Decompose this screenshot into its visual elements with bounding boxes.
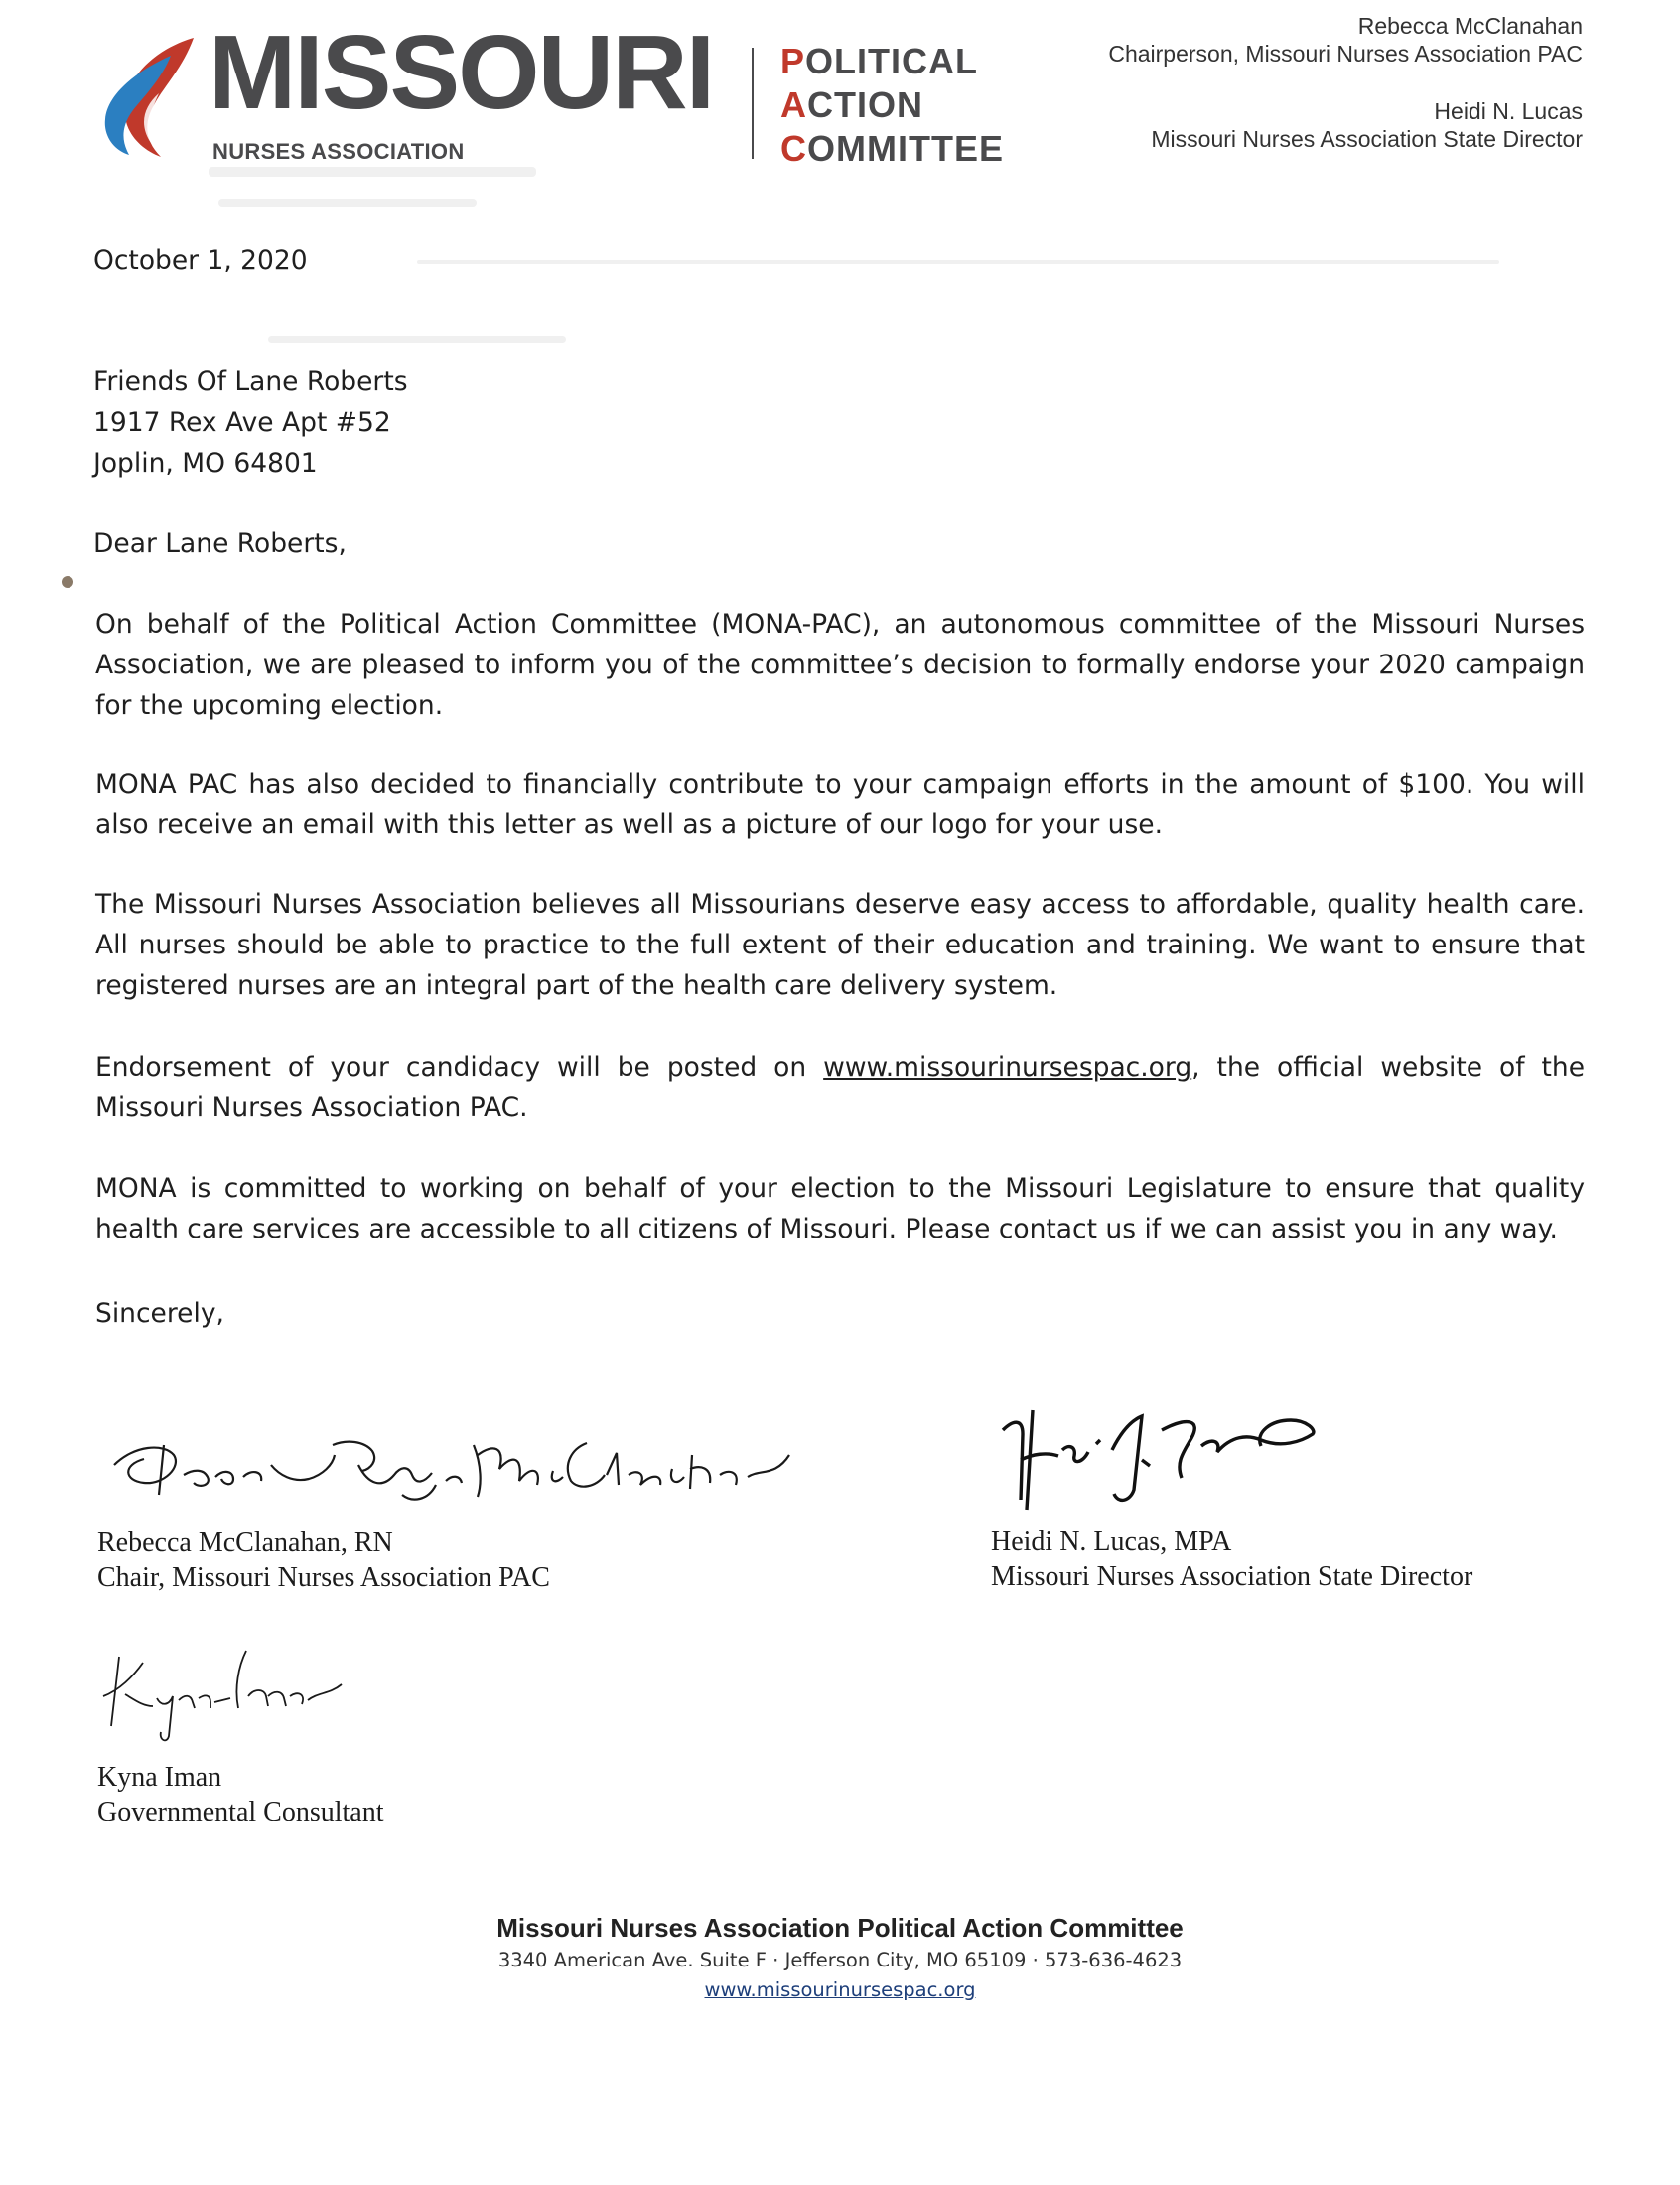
contact-chair [1108, 12, 1583, 68]
scan-artifact [209, 167, 536, 177]
signer-name: Heidi N. Lucas, MPA [991, 1527, 1232, 1557]
recipient-address [93, 362, 408, 484]
scan-artifact [268, 336, 566, 343]
paragraph-endorsement: On behalf of the Political Action Committee (MONA-PAC), an autonomous committee of the Missouri Nurses Association, we are pleased to inform you of the committee’s decision to formally endorse your 2020 campaign for the upcoming election. [95, 609, 1585, 721]
closing: Sincerely, [95, 1298, 224, 1329]
scan-artifact [218, 199, 477, 207]
logo-wordmark: MISSOURI [209, 14, 714, 131]
recipient-line: Friends Of Lane Roberts [93, 366, 408, 397]
recipient-line: Joplin, MO 64801 [93, 448, 318, 479]
pac-line-committee: COMMITTEE [780, 128, 1004, 169]
pac-line-political: POLITICAL [780, 41, 978, 81]
website-link[interactable]: www.missourinursespac.org [823, 1052, 1192, 1083]
paragraph-website: Endorsement of your candidacy will be posted on www.missourinursespac.org, the official website of the Missouri Nurses Association PAC. [95, 1052, 1585, 1123]
paragraph-beliefs: The Missouri Nurses Association believes all Missourians deserve easy access to affordable, quality health care. All nurses should be able to practice to the full extent of their education and training. We want to ensure that registered nurses are an integral part of the health care delivery system. [95, 889, 1585, 1001]
signer-title: Chair, Missouri Nurses Association PAC [97, 1562, 550, 1593]
flame-logo-icon [99, 34, 204, 158]
signature-kyna-iman [99, 1637, 348, 1746]
pac-line-action: ACTION [780, 84, 923, 125]
footer-org: Missouri Nurses Association Political Action Committee [496, 1913, 1184, 1943]
signer-name: Kyna Iman [97, 1762, 222, 1793]
footer-website-link[interactable]: www.missourinursespac.org [704, 1978, 976, 2001]
letter-date: October 1, 2020 [93, 245, 308, 276]
signature-heidi-lucas [993, 1390, 1321, 1520]
signer-title: Governmental Consultant [97, 1797, 384, 1827]
recipient-line: 1917 Rex Ave Apt #52 [93, 407, 391, 438]
signature-rebecca-mcclanahan [104, 1425, 809, 1515]
signer-name: Rebecca McClanahan, RN [97, 1528, 393, 1558]
salutation: Dear Lane Roberts, [93, 528, 347, 559]
signer-title: Missouri Nurses Association State Director [991, 1561, 1473, 1592]
signer-heidi [991, 1525, 1472, 1594]
scan-speck [62, 576, 73, 588]
contact-name: Rebecca McClanahan [1357, 13, 1583, 39]
logo-divider [752, 48, 754, 159]
signer-kyna [97, 1760, 384, 1829]
contact-title: Chairperson, Missouri Nurses Association PAC [1108, 41, 1583, 67]
footer-address: 3340 American Ave. Suite F · Jefferson City, MO 65109 · 573-636-4623 [497, 1949, 1183, 1971]
contact-title: Missouri Nurses Association State Director [1151, 126, 1583, 152]
signer-rebecca [97, 1526, 550, 1595]
paragraph-commitment: MONA is committed to working on behalf of your election to the Missouri Legislature to ensure that quality health care services are accessible to all citizens of Missouri. Please contact us if we can assist you in any way. [95, 1173, 1585, 1244]
scan-artifact [417, 260, 1499, 264]
paragraph-contribution: MONA PAC has also decided to financially contribute to your campaign efforts in the amount of $100. You will also receive an email with this letter as well as a picture of our logo for your use. [95, 769, 1585, 840]
contact-name: Heidi N. Lucas [1434, 98, 1583, 124]
logo-subtitle: NURSES ASSOCIATION [212, 139, 465, 164]
contact-director [1151, 97, 1583, 153]
